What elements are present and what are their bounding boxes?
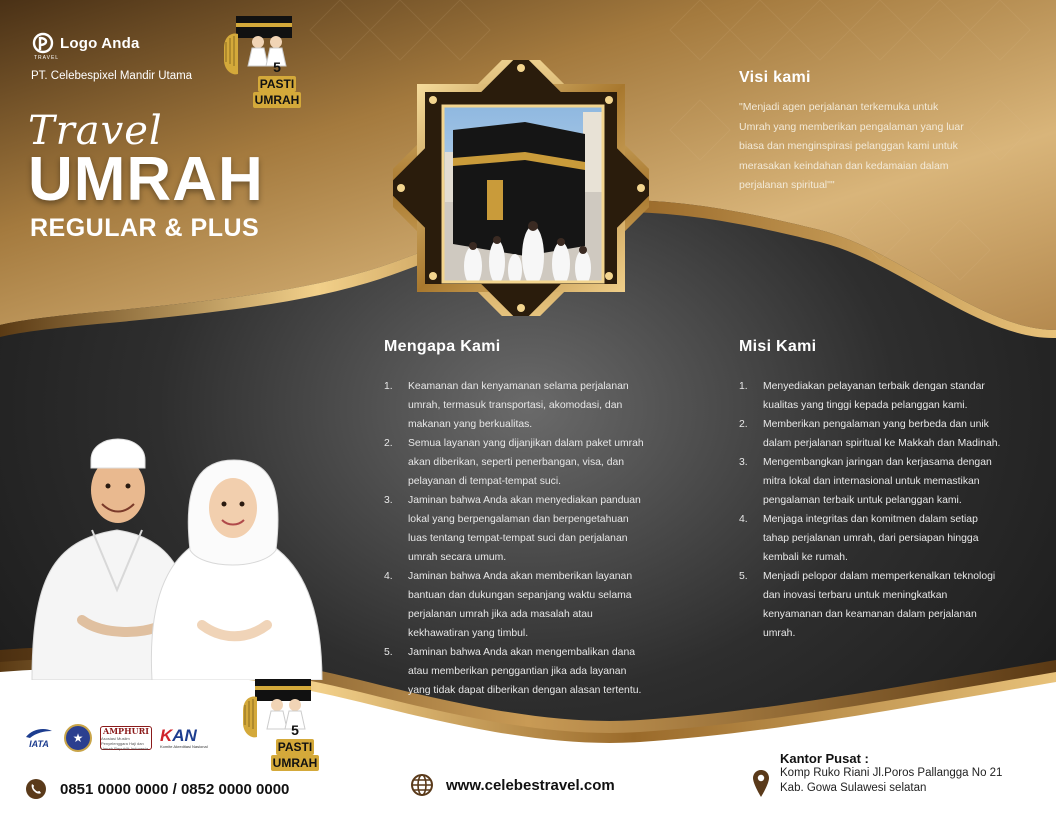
misi-item-number: 4. — [739, 514, 748, 525]
mengapa-section — [384, 338, 704, 700]
mengapa-item-number: 4. — [384, 571, 393, 582]
misi-item-line: Menjaga integritas dan komitmen dalam setiap — [763, 514, 978, 525]
location-pin-icon — [752, 769, 770, 799]
iata-logo — [22, 724, 56, 752]
kan-rest: AN — [172, 726, 197, 745]
misi-item-number: 3. — [739, 457, 748, 468]
logo-text: Logo Anda — [60, 34, 140, 52]
phone-numbers: 0851 0000 0000 / 0852 0000 0000 — [60, 780, 290, 798]
amphuri-text: AMPHURI — [102, 725, 149, 736]
office-title: Kantor Pusat : — [780, 751, 869, 766]
misi-item-number: 2. — [739, 419, 748, 430]
mengapa-item — [384, 567, 704, 643]
visi-line: merasakan keindahan dan kedamaian dalam — [739, 159, 949, 172]
misi-item-line: Menyediakan pelayanan terbaik dengan standar — [763, 381, 985, 392]
iata-text: IATA — [29, 739, 49, 749]
misi-item-line: dan inovasi terbaru untuk meningkatkan — [763, 590, 948, 601]
office-address-line: Kab. Gowa Sulawesi selatan — [780, 782, 927, 794]
office-address-line: Komp Ruko Riani Jl.Poros Pallangga No 21 — [780, 767, 1003, 779]
mengapa-item-line: pelayanan di tempat-tempat suci. — [408, 476, 562, 487]
misi-item — [739, 377, 1051, 415]
mengapa-item-number: 3. — [384, 495, 393, 506]
visi-text — [739, 98, 1039, 196]
mengapa-item-number: 1. — [384, 381, 393, 392]
misi-item-line: tahap perjalanan umrah, dari persiapan hingga — [763, 533, 979, 544]
misi-item — [739, 415, 1051, 453]
misi-section — [739, 338, 1051, 643]
mengapa-item-line: lokal yang berpengalaman dan berpengetahuan — [408, 514, 629, 525]
iata-wing-icon — [24, 727, 54, 739]
hero-umrah-title: UMRAH — [28, 145, 264, 214]
pilgrim-couple-illustration — [22, 420, 332, 680]
visi-section — [739, 69, 1039, 196]
misi-list — [739, 377, 1051, 643]
mengapa-item-line: yang tidak dapat diberikan dengan alasan tertentu. — [408, 685, 642, 696]
misi-item-number: 5. — [739, 571, 748, 582]
website-contact[interactable] — [410, 773, 615, 797]
logo-subtext: TRAVEL — [34, 55, 60, 61]
logo-icon — [32, 32, 54, 54]
mengapa-item-line: akan diberikan, seperti penerbangan, visa, dan — [408, 457, 625, 468]
misi-item-line: Memberikan pengalaman yang berbeda dan unik — [763, 419, 989, 430]
mengapa-item-line: umrah, termasuk transportasi, akomodasi, dan — [408, 400, 623, 411]
association-seal-icon: ★ — [64, 724, 92, 752]
mengapa-item-line: Jaminan bahwa Anda akan menyediakan panduan — [408, 495, 641, 506]
misi-item-line: dalam perjalanan spiritual ke Makkah dan Madinah. — [763, 438, 1001, 449]
partner-logos — [22, 724, 208, 752]
misi-item-line: mitra lokal dan internasional untuk memastikan — [763, 476, 980, 487]
kaaba-photo-frame — [393, 60, 649, 316]
website-url: www.celebestravel.com — [446, 776, 615, 794]
mengapa-item-line: luas tentang tempat-tempat suci dan perjalanan — [408, 533, 628, 544]
kan-k: K — [160, 726, 173, 745]
badge-word-pasti: PASTI — [259, 77, 295, 91]
visi-line: "Menjadi agen perjalanan terkemuka untuk — [739, 101, 939, 113]
visi-line: Umrah yang memberikan pengalaman yang luar — [739, 120, 964, 133]
mengapa-item — [384, 434, 704, 491]
hero-travel-script: Travel — [28, 108, 163, 154]
mengapa-item-line: makanan yang berkualitas. — [408, 419, 533, 430]
mengapa-item-line: Semua layanan yang dijanjikan dalam paket umrah — [408, 438, 644, 449]
mengapa-item-line: perjalanan umrah jika ada masalah atau — [408, 609, 593, 620]
visi-line: biasa dan menginspirasi pelanggan kami untuk — [739, 140, 958, 152]
brand-block — [32, 32, 140, 61]
misi-item-line: umrah. — [763, 628, 796, 639]
misi-item-line: pengalaman terbaik untuk pelanggan kami. — [763, 495, 962, 506]
mengapa-item-number: 2. — [384, 438, 393, 449]
badge-word-umrah: UMRAH — [272, 756, 318, 770]
visi-title: Visi kami — [739, 69, 811, 86]
mengapa-item — [384, 491, 704, 567]
pasti-umrah-badge-bottom — [240, 677, 322, 770]
mengapa-item-line: atau memberikan penggantian jika ada layanan — [408, 666, 627, 677]
mengapa-item-line: umrah secara umum. — [408, 552, 507, 563]
badge-word-pasti: PASTI — [277, 740, 313, 754]
kan-subtext: Komite Akreditasi Nasional — [160, 744, 208, 749]
hero-subtitle: REGULAR & PLUS — [30, 214, 260, 242]
amphuri-logo — [100, 726, 152, 750]
office-address — [752, 751, 1002, 799]
misi-item-number: 1. — [739, 381, 748, 392]
mengapa-item — [384, 643, 704, 700]
mengapa-item-line: Jaminan bahwa Anda akan mengembalikan dana — [408, 647, 636, 658]
phone-contact[interactable] — [24, 777, 289, 801]
mengapa-item-line: kekhawatiran yang timbul. — [408, 628, 529, 639]
badge-text-top — [252, 60, 302, 108]
kan-logo — [160, 725, 208, 751]
amphuri-subtext: Asosiasi Muslim Penyelenggara Haji dan Umrah Republik Indonesia — [101, 735, 149, 751]
misi-title: Misi Kami — [739, 338, 817, 355]
misi-item-line: kenyamanan dan keamanan dalam perjalanan — [763, 609, 977, 620]
mengapa-item-line: Keamanan dan kenyamanan selama perjalanan — [408, 381, 629, 392]
globe-icon — [410, 773, 434, 797]
visi-line: perjalanan spiritual"" — [739, 179, 835, 191]
brand-logo — [32, 32, 140, 54]
company-name: PT. Celebespixel Mandir Utama — [31, 70, 193, 82]
mengapa-list — [384, 377, 704, 700]
misi-item — [739, 453, 1051, 510]
mengapa-title: Mengapa Kami — [384, 338, 501, 355]
mengapa-item — [384, 377, 704, 434]
badge-number: 5 — [291, 722, 299, 738]
badge-number: 5 — [273, 59, 281, 75]
badge-text-bottom — [270, 723, 320, 771]
misi-item-line: kualitas yang tinggi kepada pelanggan kami. — [763, 400, 968, 411]
mengapa-item-line: bantuan dan dukungan sepanjang waktu selama — [408, 590, 632, 601]
whatsapp-icon — [24, 777, 48, 801]
misi-item-line: Mengembangkan jaringan dan kerjasama dengan — [763, 457, 992, 468]
misi-item-line: kembali ke rumah. — [763, 552, 848, 563]
misi-item — [739, 567, 1051, 643]
misi-item-line: Menjadi pelopor dalam memperkenalkan teknologi — [763, 571, 996, 582]
mengapa-item-line: Jaminan bahwa Anda akan memberikan layanan — [408, 571, 633, 582]
mengapa-item-number: 5. — [384, 647, 393, 658]
badge-word-umrah: UMRAH — [254, 93, 300, 107]
misi-item — [739, 510, 1051, 567]
pasti-umrah-badge-top — [222, 14, 302, 107]
